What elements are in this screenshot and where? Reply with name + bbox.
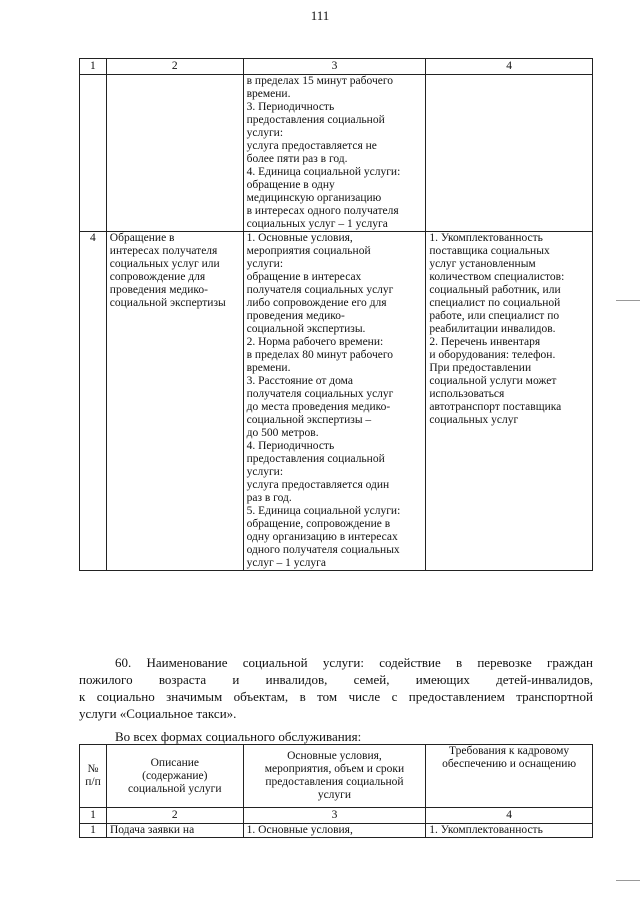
requirements-cell: 1. Укомплектованность — [426, 824, 593, 838]
word: инвалидов, — [265, 672, 328, 687]
text-line: 5. Единица социальной услуги: — [246, 505, 401, 517]
text-line: услуга предоставляется один — [246, 479, 390, 491]
word: услуги: — [322, 655, 364, 670]
word: предоставлением — [408, 689, 505, 704]
text-line: социальных услуг – 1 услуга — [246, 218, 388, 230]
text-line: услуги: — [246, 466, 284, 478]
text-line: социальной экспертизы. — [246, 323, 366, 335]
word: 60. — [115, 655, 132, 670]
text-line: времени. — [246, 362, 291, 374]
word: и — [232, 672, 240, 687]
word: граждан — [547, 655, 593, 670]
text-line: Обращение в — [109, 232, 175, 244]
services-table-continued — [79, 58, 593, 571]
header-cell — [243, 745, 426, 808]
row-number-cell: 4 — [80, 232, 107, 571]
header-line: предоставления социальной — [265, 776, 404, 788]
header-line: услуги — [317, 789, 352, 801]
text-line: более пяти раз в год. — [246, 153, 348, 165]
text-line: использоваться — [429, 388, 505, 400]
word: в — [299, 689, 306, 704]
text-line: раз в год. — [246, 492, 292, 504]
text-line: сопровождение для — [109, 271, 206, 283]
paragraph-line — [79, 654, 593, 671]
description-cell — [106, 232, 243, 571]
text-line: социальной экспертизы – — [246, 414, 372, 426]
text-line: одну организацию в интересах — [246, 531, 398, 543]
word: содействие — [379, 655, 441, 670]
conditions-cell — [243, 75, 426, 232]
description-cell — [106, 75, 243, 232]
word: перевозке — [477, 655, 532, 670]
word: значимым — [166, 689, 223, 704]
col-number-cell: 2 — [106, 59, 243, 75]
text-line: проведения медико- — [109, 284, 209, 296]
text-line: услуг – 1 услуга — [246, 557, 326, 569]
word: семей, — [353, 672, 390, 687]
text-line: социальной экспертизы — [109, 297, 226, 309]
word: числе — [348, 689, 381, 704]
text-line: социальных услуг — [429, 414, 519, 426]
header-line: обеспечению и оснащению — [442, 758, 577, 770]
col-number-cell: 1 — [80, 59, 107, 75]
table-row-continuation — [80, 75, 593, 232]
scan-edge-mark — [616, 880, 640, 881]
text-line: услуг установленным — [429, 258, 536, 270]
header-line: п/п — [85, 776, 101, 788]
text-line: мероприятия социальной — [246, 245, 371, 257]
text-line: одного получателя социальных — [246, 544, 400, 556]
header-line: № — [87, 763, 99, 775]
header-cell — [426, 745, 593, 808]
text-line: услуги: — [246, 258, 284, 270]
text-line: обращение в одну — [246, 179, 335, 191]
text-line: получателя социальных услуг — [246, 284, 394, 296]
word: к — [79, 689, 86, 704]
word: пожилого — [79, 672, 133, 687]
services-table — [79, 744, 593, 838]
text-line: обращение, сопровождение в — [246, 518, 391, 530]
col-number-cell: 4 — [426, 59, 593, 75]
text-line: социальный работник, или — [429, 284, 561, 296]
text-line: интересах получателя — [109, 245, 218, 257]
header-line: (содержание) — [142, 769, 208, 782]
text-line: в пределах 15 минут рабочего — [246, 75, 394, 87]
text-line: 4. Единица социальной услуги: — [246, 166, 401, 178]
text-line: социальных услуг или — [109, 258, 220, 270]
col-number-cell: 4 — [426, 808, 593, 824]
text-line: специалист по социальной — [429, 297, 561, 309]
text-line: 2. Норма рабочего времени: — [246, 336, 384, 348]
word: в — [455, 655, 463, 670]
text-line: 4. Периодичность — [246, 440, 335, 452]
paragraph-line — [79, 688, 593, 705]
text-line: услуга предоставляется не — [246, 140, 377, 152]
row-number-cell: 1 — [80, 824, 107, 838]
paragraph-line — [79, 671, 593, 688]
text-line: услуги: — [246, 127, 284, 139]
text-line: 2. Перечень инвентаря — [429, 336, 541, 348]
conditions-cell: 1. Основные условия, — [243, 824, 426, 838]
row-number-cell — [80, 75, 107, 232]
header-cell — [80, 745, 107, 808]
word: том — [317, 689, 338, 704]
text-line: реабилитации инвалидов. — [429, 323, 556, 335]
header-cell — [106, 745, 243, 808]
text-line: времени. — [246, 88, 291, 100]
text-line: и оборудования: телефон. — [429, 349, 556, 361]
column-number-row — [80, 59, 593, 75]
header-line: Основные условия, — [287, 750, 382, 762]
header-line: Требования к кадровому — [449, 745, 570, 757]
text-line: обращение в интересах — [246, 271, 362, 283]
paragraph-service-60 — [79, 654, 593, 745]
header-row — [80, 745, 593, 808]
word: детей-инвалидов, — [496, 672, 593, 687]
col-number-cell: 2 — [106, 808, 243, 824]
text-line: до места проведения медико- — [246, 401, 391, 413]
scan-edge-mark — [616, 300, 640, 301]
text-line: в пределах 80 минут рабочего — [246, 349, 394, 361]
col-number-cell: 3 — [243, 808, 426, 824]
text-line: в интересах одного получателя — [246, 205, 399, 217]
header-line: мероприятия, объем и сроки — [264, 763, 405, 775]
page-number: 111 — [310, 8, 330, 23]
paragraph-line: услуги «Социальное такси». — [79, 706, 237, 721]
text-line: автотранспорт поставщика — [429, 401, 562, 413]
text-line: предоставления социальной — [246, 114, 385, 126]
text-line: до 500 метров. — [246, 427, 319, 439]
word: Наименование — [146, 655, 228, 670]
col-number-cell: 3 — [243, 59, 426, 75]
text-line: проведения медико- — [246, 310, 345, 322]
text-line: либо сопровождение его для — [246, 297, 387, 309]
col-number-cell: 1 — [80, 808, 107, 824]
word: с — [391, 689, 398, 704]
text-line: получателя социальных услуг — [246, 388, 394, 400]
text-line: социальной услуги может — [429, 375, 557, 387]
requirements-cell — [426, 75, 593, 232]
table-row — [80, 232, 593, 571]
text-line: работе, или специалист по — [429, 310, 560, 322]
paragraph-line: Во всех формах социального обслуживания: — [115, 729, 362, 744]
word: объектам, — [233, 689, 289, 704]
header-line: социальной услуги — [128, 782, 222, 795]
text-line: 3. Расстояние от дома — [246, 375, 353, 387]
table-row — [80, 824, 593, 838]
text-line: количеством специалистов: — [429, 271, 565, 283]
description-cell: Подача заявки на — [106, 824, 243, 838]
word: социальной — [242, 655, 308, 670]
text-line: медицинскую организацию — [246, 192, 382, 204]
word: социально — [96, 689, 155, 704]
text-line: 3. Периодичность — [246, 101, 335, 113]
text-line: поставщика социальных — [429, 245, 550, 257]
text-line: 1. Основные условия, — [246, 232, 353, 244]
column-number-row — [80, 808, 593, 824]
word: транспортной — [516, 689, 593, 704]
text-line: При предоставлении — [429, 362, 532, 374]
conditions-cell — [243, 232, 426, 571]
word: имеющих — [415, 672, 470, 687]
word: возраста — [158, 672, 207, 687]
text-line: 1. Укомплектованность — [429, 232, 543, 244]
header-line: Описание — [150, 756, 199, 769]
requirements-cell — [426, 232, 593, 571]
text-line: предоставления социальной — [246, 453, 385, 465]
